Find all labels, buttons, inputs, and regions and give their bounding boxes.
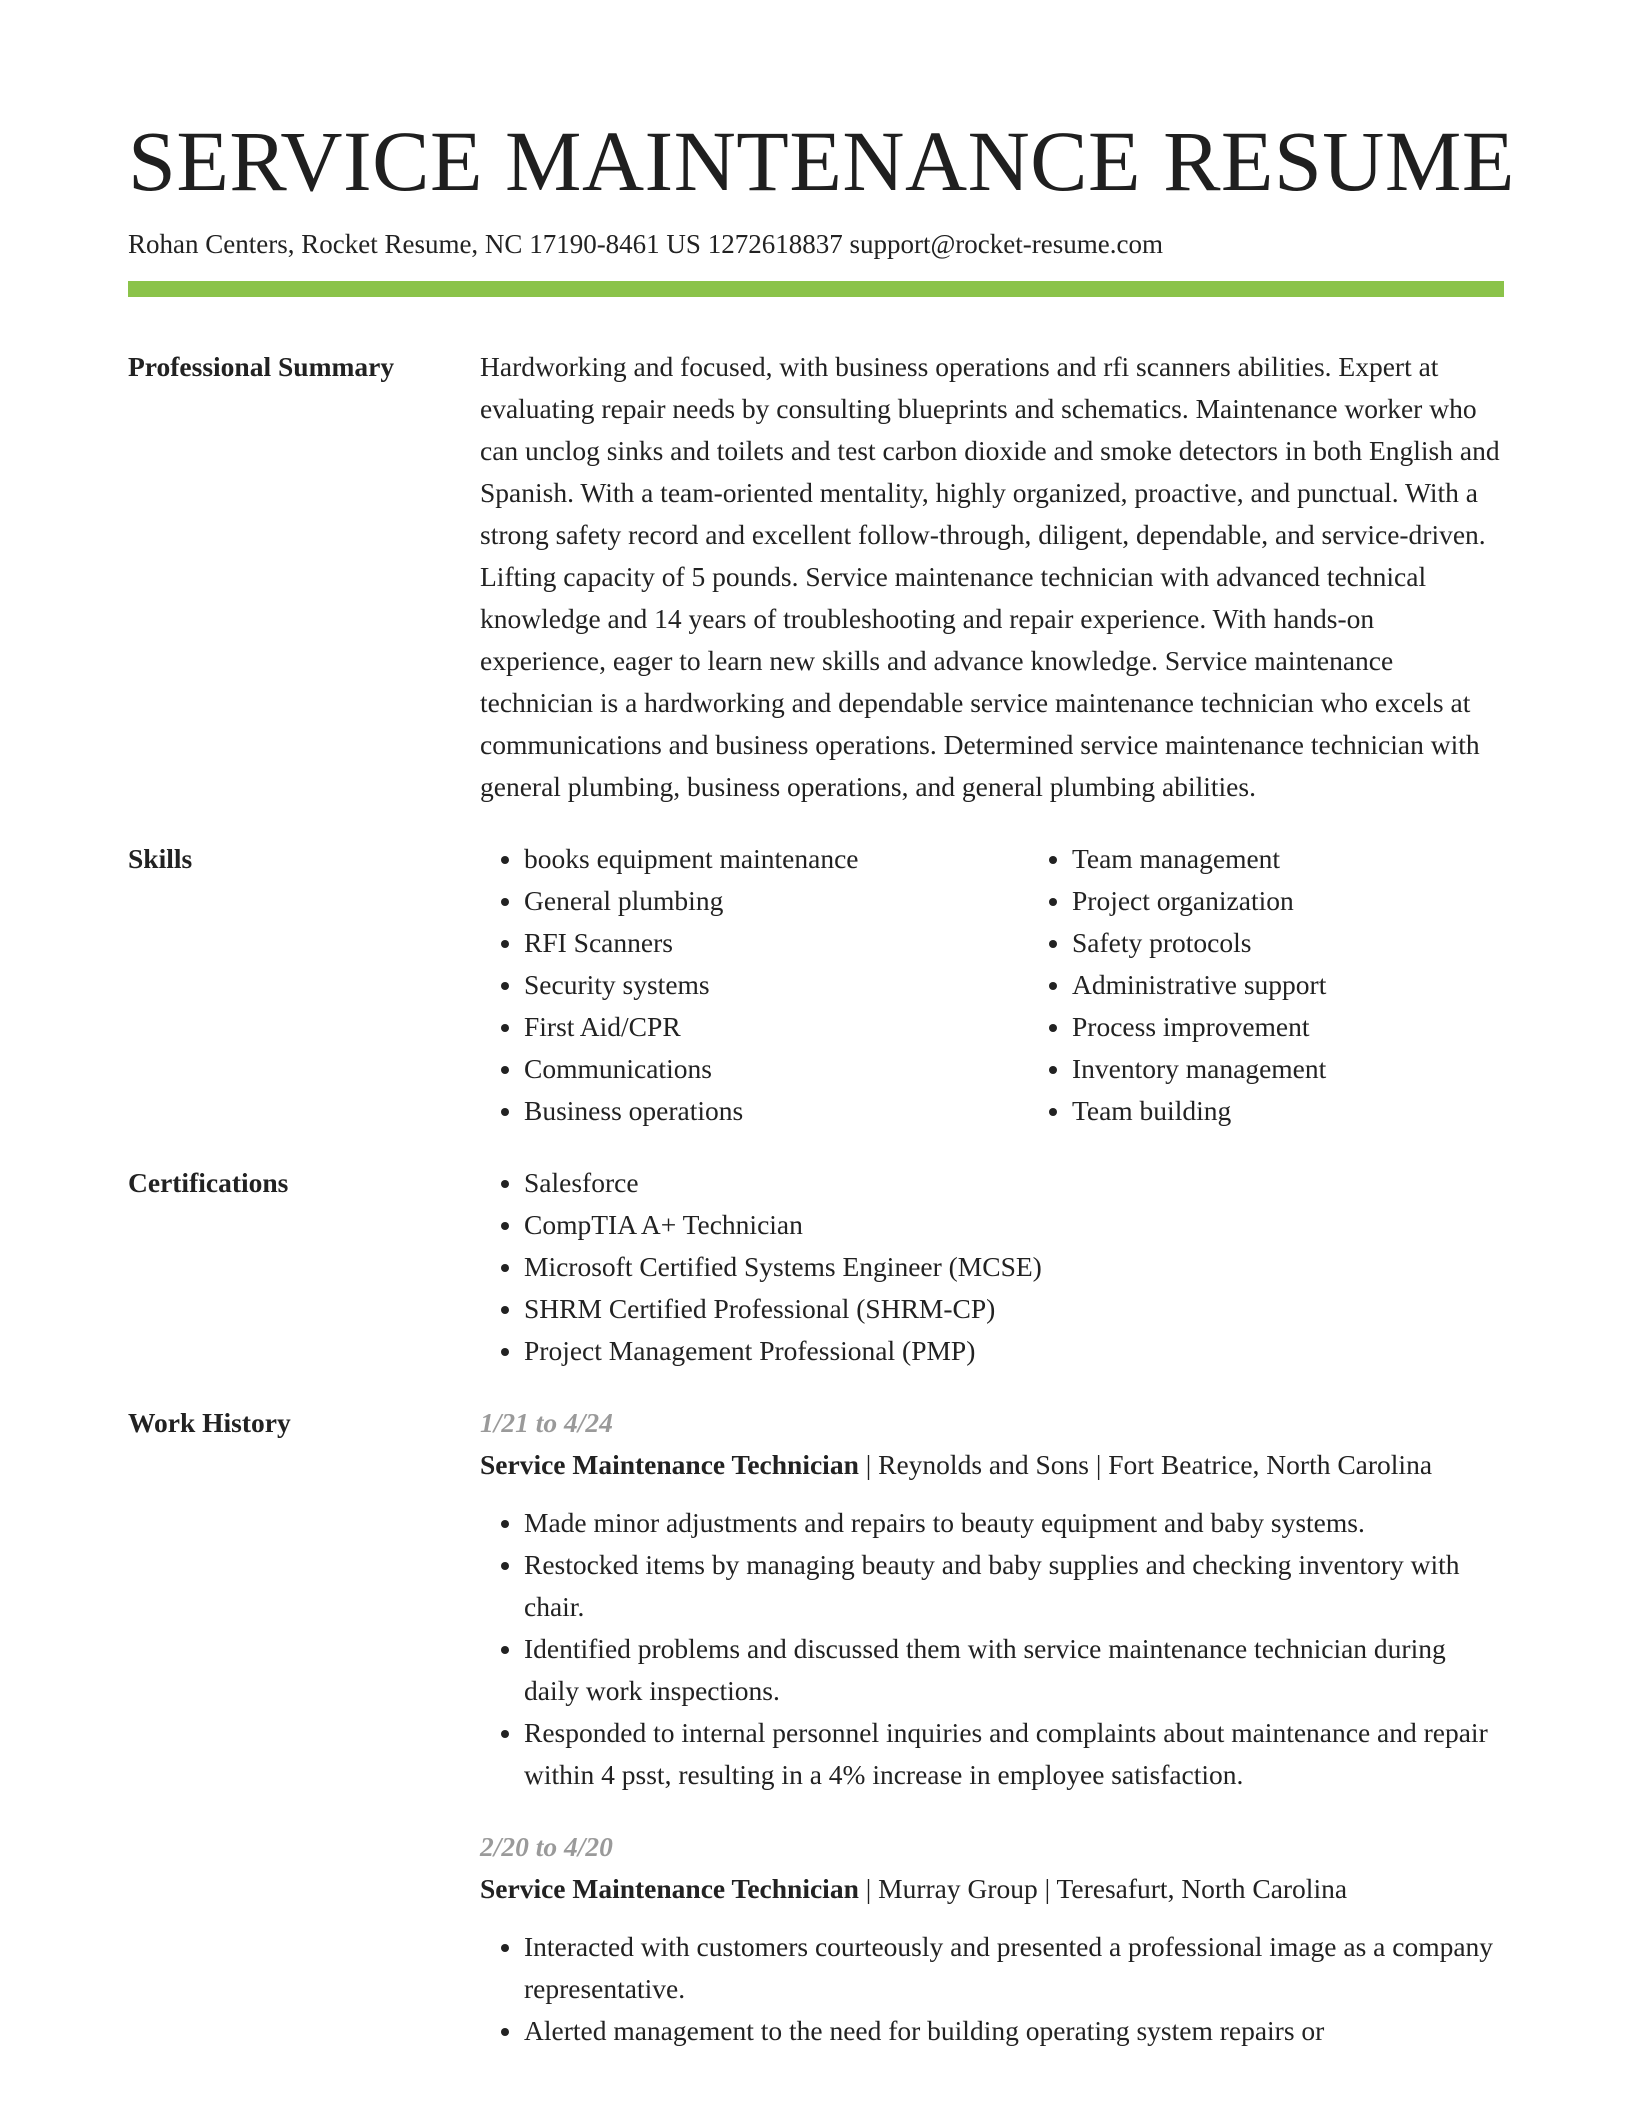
section-certifications	[128, 1162, 1504, 1372]
skill-item: • Communications	[524, 1048, 1028, 1090]
skill-item: • General plumbing	[524, 880, 1028, 922]
section-label-certifications: Certifications	[128, 1167, 289, 1199]
skill-item: • Business operations	[524, 1090, 1028, 1132]
job-entry	[480, 1402, 1504, 1796]
skill-item: • Team building	[1072, 1090, 1576, 1132]
skills-columns	[480, 838, 1504, 1132]
skill-item: • Process improvement	[1072, 1006, 1576, 1048]
skill-item: • Inventory management	[1072, 1048, 1576, 1090]
header-accent-rule	[128, 281, 1504, 297]
job-title-line	[480, 1444, 1504, 1486]
section-work-history	[128, 1402, 1504, 2052]
skill-item: • Safety protocols	[1072, 922, 1576, 964]
section-label-skills: Skills	[128, 843, 193, 875]
job-bullets	[480, 1502, 1504, 1796]
skills-body	[480, 838, 1504, 1132]
certification-item: • SHRM Certified Professional (SHRM-CP)	[524, 1288, 1504, 1330]
skill-item: • Security systems	[524, 964, 1028, 1006]
section-label-work-history: Work History	[128, 1407, 291, 1439]
job-bullets	[480, 1926, 1504, 2052]
job-entry	[480, 1826, 1504, 2052]
skill-item: • First Aid/CPR	[524, 1006, 1028, 1048]
work-history-body	[480, 1402, 1504, 2052]
job-dates: 2/20 to 4/20	[480, 1831, 613, 1863]
job-employer-location: | Reynolds and Sons | Fort Beatrice, North Carolina	[858, 1449, 1433, 1481]
section-skills	[128, 838, 1504, 1132]
section-professional-summary	[128, 346, 1504, 808]
job-bullet: • Made minor adjustments and repairs to beauty equipment and baby systems.	[524, 1502, 1504, 1544]
contact-line: Rohan Centers, Rocket Resume, NC 17190-8461 US 1272618837 support@rocket-resume.com	[128, 229, 1163, 259]
section-label-summary: Professional Summary	[128, 351, 395, 383]
summary-body	[480, 346, 1504, 808]
job-title: Service Maintenance Technician	[480, 1449, 859, 1481]
job-employer-location: | Murray Group | Teresafurt, North Carolina	[858, 1873, 1348, 1905]
job-bullet: • Alerted management to the need for building operating system repairs or	[524, 2010, 1504, 2052]
certifications-body	[480, 1162, 1504, 1372]
job-title-line	[480, 1868, 1504, 1910]
skill-item: • Administrative support	[1072, 964, 1576, 1006]
summary-text: Hardworking and focused, with business operations and rfi scanners abilities. Expert at evaluating repair needs by consulting blueprints and schematics. Maintenance worker who can unclog sinks and toilets and test carbon dioxide and smoke detectors in both English and Spanish. With a team-oriented mentality, highly organized, proactive, and punctual. With a strong safety record and excellent follow-through, diligent, dependable, and service-driven. Lifting capacity of 5 pounds. Service maintenance technician with advanced technical knowledge and 14 years of troubleshooting and repair experience. With hands-on experience, eager to learn new skills and advance knowledge. Service maintenance technician is a hardworking and dependable service maintenance technician who excels at communications and business operations. Determined service maintenance technician with general plumbing, business operations, and general plumbing abilities.	[480, 351, 1500, 803]
certification-item: • Microsoft Certified Systems Engineer (MCSE)	[524, 1246, 1504, 1288]
skill-item: • Team management	[1072, 838, 1576, 880]
job-bullet: • Identified problems and discussed them with service maintenance technician during daily work inspections.	[524, 1628, 1504, 1712]
skills-list-left	[480, 838, 1028, 1132]
certifications-list	[480, 1162, 1504, 1372]
skills-list-right	[1028, 838, 1576, 1132]
certification-item: • Salesforce	[524, 1162, 1504, 1204]
job-bullet: • Responded to internal personnel inquiries and complaints about maintenance and repair within 4 psst, resulting in a 4% increase in employee satisfaction.	[524, 1712, 1504, 1796]
certification-item: • CompTIA A+ Technician	[524, 1204, 1504, 1246]
skill-item: • Project organization	[1072, 880, 1576, 922]
job-bullet: • Interacted with customers courteously and presented a professional image as a company representative.	[524, 1926, 1504, 2010]
resume-title: SERVICE MAINTENANCE RESUME	[128, 113, 1515, 209]
skill-item: • books equipment maintenance	[524, 838, 1028, 880]
certification-item: • Project Management Professional (PMP)	[524, 1330, 1504, 1372]
skill-item: • RFI Scanners	[524, 922, 1028, 964]
job-title: Service Maintenance Technician	[480, 1873, 859, 1905]
job-dates: 1/21 to 4/24	[480, 1407, 613, 1439]
job-bullet: • Restocked items by managing beauty and baby supplies and checking inventory with chair.	[524, 1544, 1504, 1628]
